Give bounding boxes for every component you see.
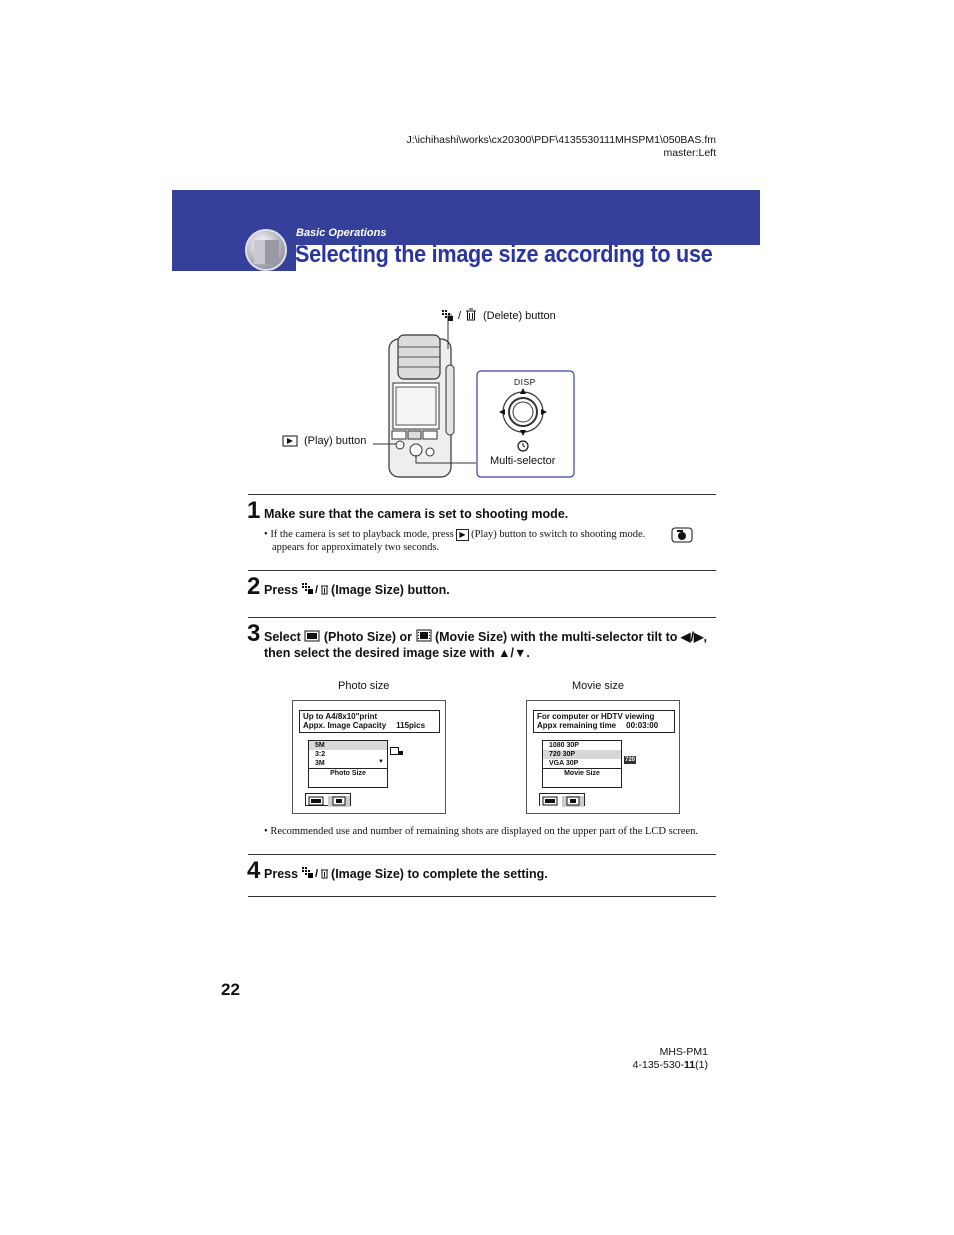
- movie-size-screen: [526, 700, 680, 814]
- step-text: [264, 582, 450, 598]
- movie-info-line: For computer or HDTV viewing: [537, 712, 655, 721]
- menu-footer: Movie Size: [543, 768, 621, 778]
- model-number: MHS-PM1: [659, 1046, 708, 1058]
- photo-size-caption: Photo size: [338, 680, 390, 692]
- file-path-header: [406, 134, 716, 160]
- menu-item[interactable]: 3:2: [315, 751, 326, 758]
- multi-selector-label: Multi-selector: [490, 455, 556, 467]
- step-text: [264, 866, 548, 882]
- divider: [248, 854, 716, 855]
- divider: [248, 494, 716, 495]
- step-text: then select the desired image size with ▲/▼.: [264, 646, 530, 660]
- note-text: If the camera is set to playback mode, press: [270, 529, 454, 540]
- delete-button-label: (Delete) button: [483, 310, 556, 322]
- step-number: 4: [247, 857, 261, 884]
- step-text-part: (Image Size) button.: [331, 583, 450, 597]
- step-text-part: Select: [264, 630, 301, 644]
- menu-footer: Photo Size: [309, 768, 387, 778]
- divider: [248, 617, 716, 618]
- step-number: 1: [247, 497, 261, 524]
- movie-size-badge: 720: [625, 757, 636, 763]
- svg-text:/: /: [314, 868, 318, 879]
- step-text-part: Press: [264, 867, 299, 881]
- tab-icons[interactable]: [306, 796, 350, 807]
- menu-item[interactable]: 720 30P: [543, 750, 621, 759]
- photo-info-line: [303, 721, 436, 730]
- image-size-delete-icon: [302, 583, 328, 595]
- divider: [248, 570, 716, 571]
- movie-size-caption: Movie size: [572, 680, 624, 692]
- bullet: •: [264, 826, 268, 837]
- step-number: 3: [247, 620, 261, 647]
- remaining-time: 00:03:00: [626, 721, 659, 730]
- note-text: Recommended use and number of remaining shots are displayed on the upper part of the LCD screen.: [270, 826, 699, 837]
- movie-info-line: [537, 721, 671, 730]
- step-note: [264, 528, 724, 541]
- menu-item[interactable]: 5M: [309, 741, 387, 750]
- play-icon: ▶: [456, 529, 468, 541]
- master-label: master:Left: [663, 147, 716, 159]
- step-text: Make sure that the camera is set to shooting mode.: [264, 507, 569, 521]
- step-text-part: (Photo Size) or: [323, 630, 413, 644]
- section-label: Basic Operations: [296, 227, 387, 239]
- tab-icons[interactable]: [540, 796, 584, 807]
- note-text: (Play) button to switch to shooting mode.: [471, 529, 646, 540]
- menu-item[interactable]: 1080 30P: [549, 742, 579, 749]
- movie-info-box: [533, 710, 675, 733]
- photo-info-line: Up to A4/8x10"print: [303, 712, 378, 721]
- part-code-bold: 11: [684, 1059, 696, 1071]
- size-tabs: [305, 793, 351, 806]
- photo-size-icon: [304, 630, 320, 642]
- remaining-label: Appx remaining time: [537, 721, 617, 730]
- photo-size-indicator-icon: [390, 747, 404, 757]
- svg-text:/: /: [314, 584, 318, 595]
- camera-mode-icon: [671, 527, 693, 543]
- footer: [633, 1046, 708, 1072]
- scroll-down-icon: ▼: [378, 759, 384, 765]
- part-code-suffix: (1): [695, 1059, 708, 1071]
- menu-item-label: 3M: [315, 760, 325, 767]
- photo-size-menu: [308, 740, 388, 788]
- note-text: appears for approximately two seconds.: [272, 542, 440, 553]
- svg-text:/: /: [458, 310, 462, 322]
- file-path: J:\ichihashi\works\cx20300\PDF\4135530111MHSPM1\050BAS.fm: [406, 134, 716, 146]
- capacity-value: 115pics: [396, 721, 426, 730]
- step-number: 2: [247, 573, 261, 600]
- recommend-note: [264, 825, 698, 838]
- part-number: [633, 1059, 708, 1072]
- movie-size-menu: [542, 740, 622, 788]
- capacity-label: Appx. Image Capacity: [303, 721, 387, 730]
- movie-size-icon: [416, 629, 432, 642]
- play-button-label: (Play) button: [304, 435, 367, 447]
- step-text-part: (Movie Size) with the multi-selector tilt to ◀/▶,: [434, 630, 708, 644]
- menu-item[interactable]: VGA 30P: [549, 760, 579, 767]
- disp-label: DISP: [514, 377, 536, 387]
- photo-size-screen: [292, 700, 446, 814]
- part-code: 4-135-530-: [632, 1059, 685, 1071]
- size-tabs: [539, 793, 585, 806]
- step-text: [264, 629, 707, 645]
- image-size-delete-icon: [302, 867, 328, 879]
- section-badge-icon: [244, 228, 290, 272]
- menu-item[interactable]: [309, 759, 387, 768]
- bullet: •: [264, 529, 268, 540]
- page-number: 22: [221, 980, 240, 999]
- step-text-part: (Image Size) to complete the setting.: [331, 867, 548, 881]
- divider: [248, 896, 716, 897]
- step-text-part: Press: [264, 583, 299, 597]
- page-title: Selecting the image size according to use: [295, 241, 713, 268]
- photo-info-box: [299, 710, 440, 733]
